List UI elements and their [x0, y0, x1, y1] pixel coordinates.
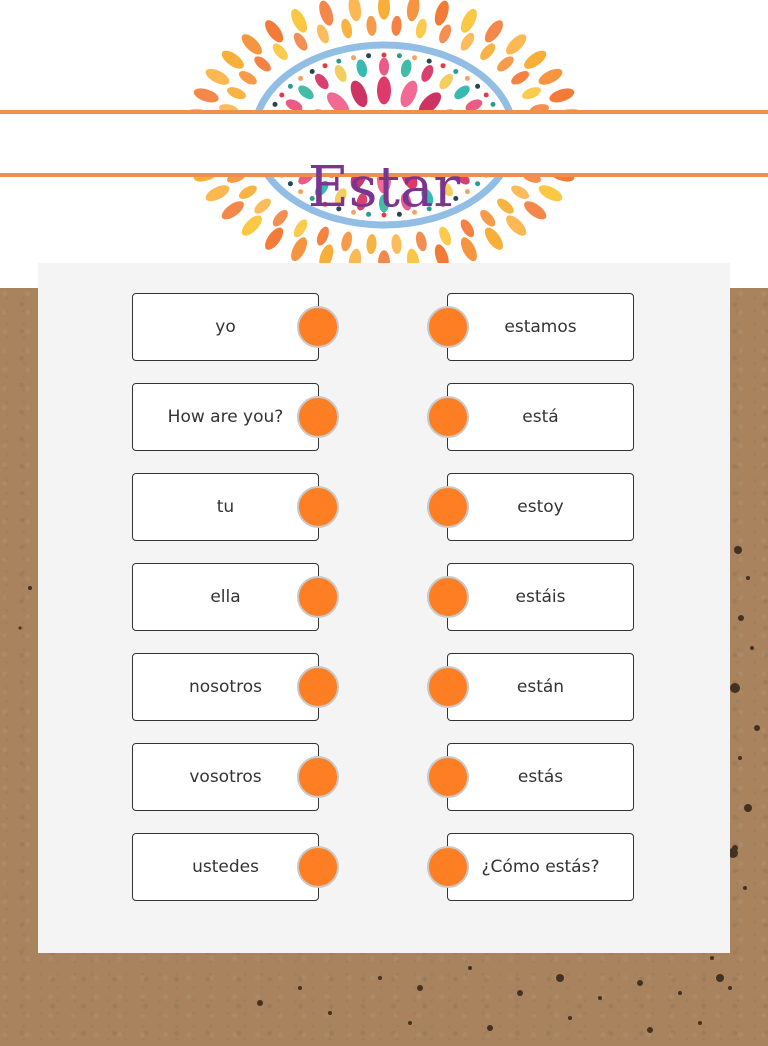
left-item[interactable]: [132, 653, 319, 721]
left-connector-dot[interactable]: [297, 666, 339, 708]
left-connector-dot[interactable]: [297, 846, 339, 888]
left-item[interactable]: [132, 473, 319, 541]
right-item[interactable]: [447, 563, 634, 631]
right-item[interactable]: [447, 743, 634, 811]
right-item[interactable]: [447, 653, 634, 721]
left-item[interactable]: [132, 383, 319, 451]
page-title: Estar: [307, 155, 461, 220]
left-connector-dot[interactable]: [297, 576, 339, 618]
left-item-label: ella: [210, 587, 241, 607]
left-item[interactable]: [132, 563, 319, 631]
right-connector-dot[interactable]: [427, 396, 469, 438]
left-item-label: How are you?: [167, 407, 284, 427]
right-item-label: estás: [517, 767, 564, 787]
left-item-label: tu: [216, 497, 235, 517]
left-item[interactable]: [132, 293, 319, 361]
left-item[interactable]: [132, 743, 319, 811]
left-item[interactable]: [132, 833, 319, 901]
header: [0, 0, 768, 288]
right-connector-dot[interactable]: [427, 846, 469, 888]
right-connector-dot[interactable]: [427, 486, 469, 528]
left-item-label: vosotros: [189, 767, 262, 787]
right-item-label: estamos: [504, 317, 577, 337]
right-item[interactable]: [447, 833, 634, 901]
right-item-label: están: [516, 677, 565, 697]
right-connector-dot[interactable]: [427, 756, 469, 798]
right-connector-dot[interactable]: [427, 576, 469, 618]
left-connector-dot[interactable]: [297, 486, 339, 528]
right-item-label: ¿Cómo estás?: [481, 857, 600, 877]
right-item-label: estáis: [515, 587, 566, 607]
right-connector-dot[interactable]: [427, 306, 469, 348]
left-item-label: yo: [215, 317, 236, 337]
left-item-label: nosotros: [189, 677, 262, 697]
right-item[interactable]: [447, 473, 634, 541]
right-item[interactable]: [447, 293, 634, 361]
left-item-label: ustedes: [192, 857, 259, 877]
left-connector-dot[interactable]: [297, 396, 339, 438]
right-item-label: está: [522, 407, 559, 427]
matching-card: [38, 263, 730, 953]
right-connector-dot[interactable]: [427, 666, 469, 708]
right-item[interactable]: [447, 383, 634, 451]
right-item-label: estoy: [517, 497, 564, 517]
left-connector-dot[interactable]: [297, 306, 339, 348]
left-connector-dot[interactable]: [297, 756, 339, 798]
